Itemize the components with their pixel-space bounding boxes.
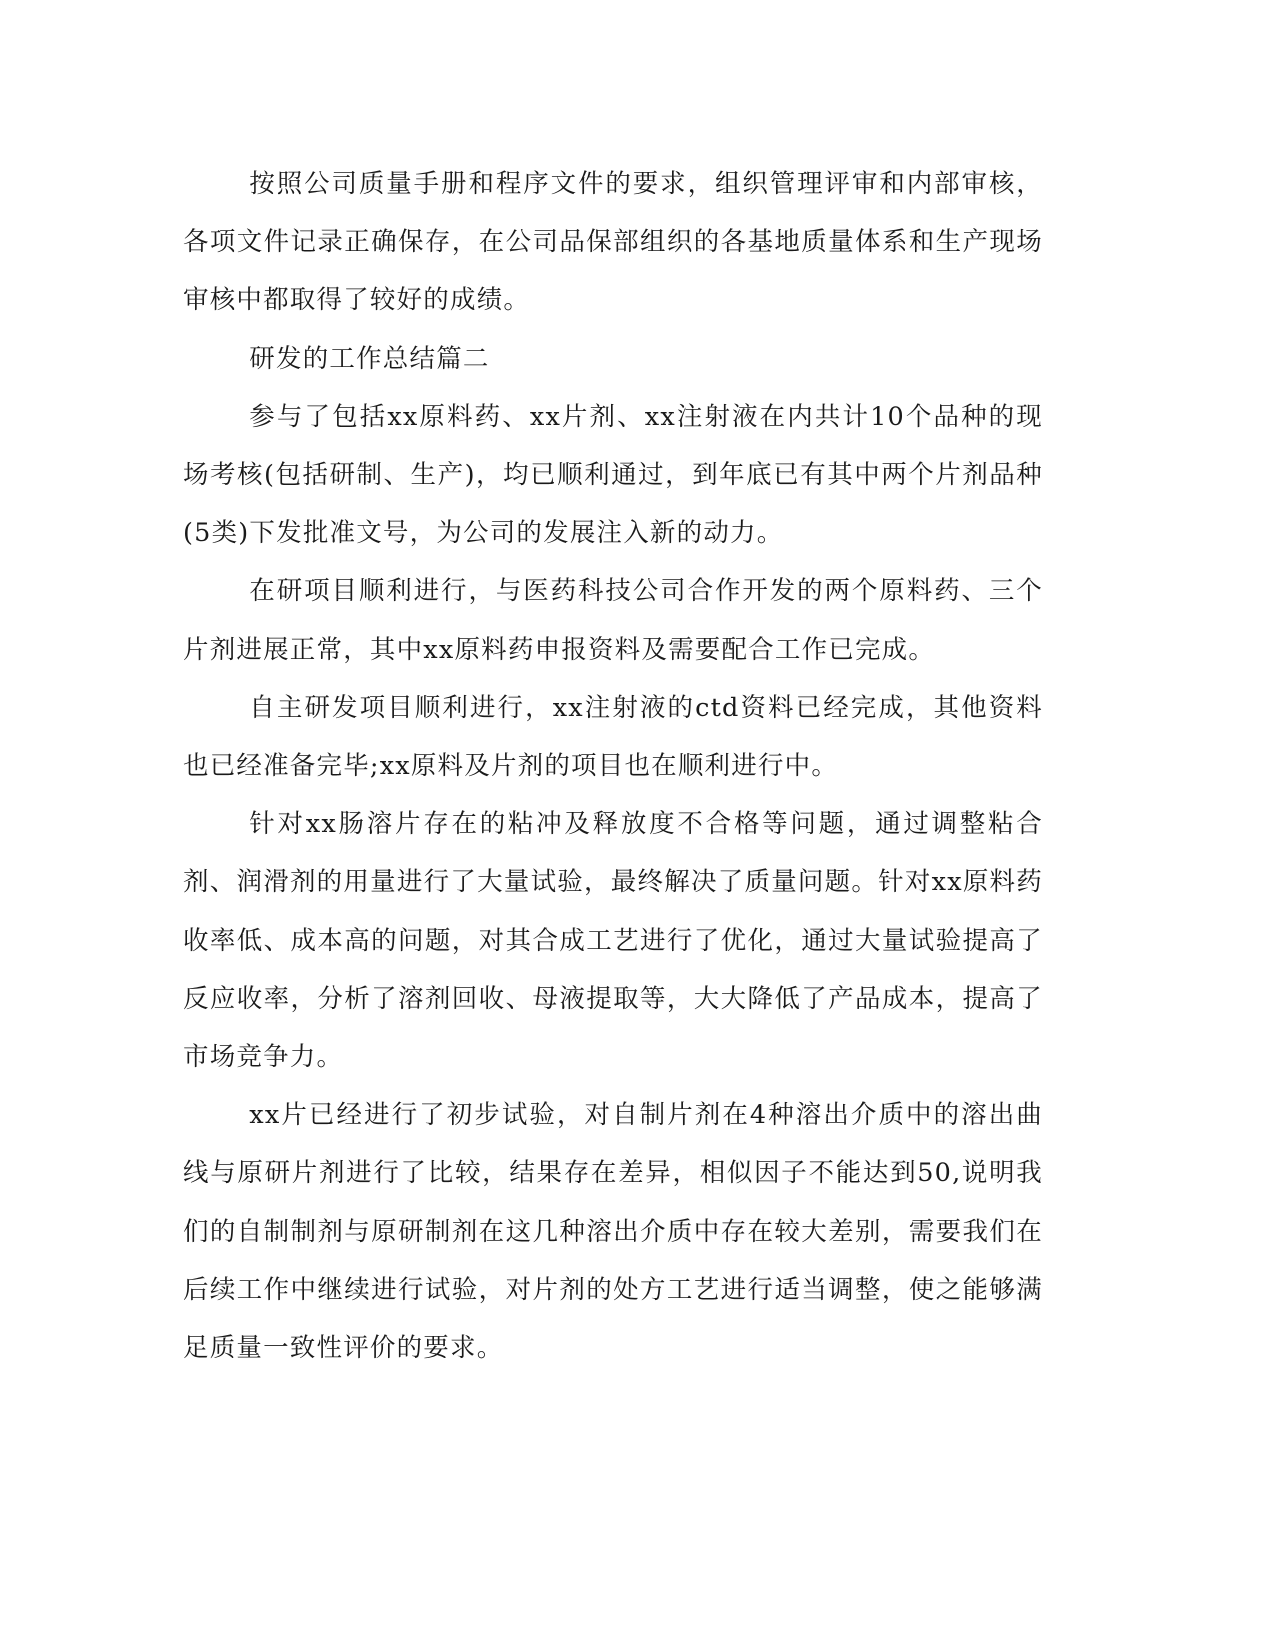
section-heading: 研发的工作总结篇二 (249, 343, 490, 374)
paragraph-cooperation-projects: 在研项目顺利进行，与医药科技公司合作开发的两个原料药、三个片剂进展正常，其中xx原料药申报资料及需要配合工作已完成。 (183, 576, 1043, 665)
document-body (183, 155, 1043, 1377)
paragraph-quality-system: 按照公司质量手册和程序文件的要求，组织管理评审和内部审核，各项文件记录正确保存，在公司品保部组织的各基地质量体系和生产现场审核中都取得了较好的成绩。 (183, 169, 1043, 316)
paragraph-site-inspection: 参与了包括xx原料药、xx片剂、xx注射液在内共计10个品种的现场考核(包括研制、生产)，均已顺利通过，到年底已有其中两个片剂品种(5类)下发批准文号，为公司的发展注入新的动力。 (183, 401, 1043, 549)
paragraph-independent-rd: 自主研发项目顺利进行，xx注射液的ctd资料已经完成，其他资料也已经准备完毕;xx原料及片剂的项目也在顺利进行中。 (183, 692, 1043, 782)
paragraph-dissolution-test: xx片已经进行了初步试验，对自制片剂在4种溶出介质中的溶出曲线与原研片剂进行了比较，结果存在差异，相似因子不能达到50,说明我们的自制制剂与原研制剂在这几种溶出介质中存在较大差别，需要我们在后续工作中继续进行试验，对片剂的处方工艺进行适当调整，使之能够满足质量一致性评价的要求。 (183, 1100, 1043, 1364)
paragraph-quality-improvement: 针对xx肠溶片存在的粘冲及释放度不合格等问题，通过调整粘合剂、润滑剂的用量进行了大量试验，最终解决了质量问题。针对xx原料药收率低、成本高的问题，对其合成工艺进行了优化，通过大量试验提高了反应收率，分析了溶剂回收、母液提取等，大大降低了产品成本，提高了市场竞争力。 (183, 809, 1043, 1073)
